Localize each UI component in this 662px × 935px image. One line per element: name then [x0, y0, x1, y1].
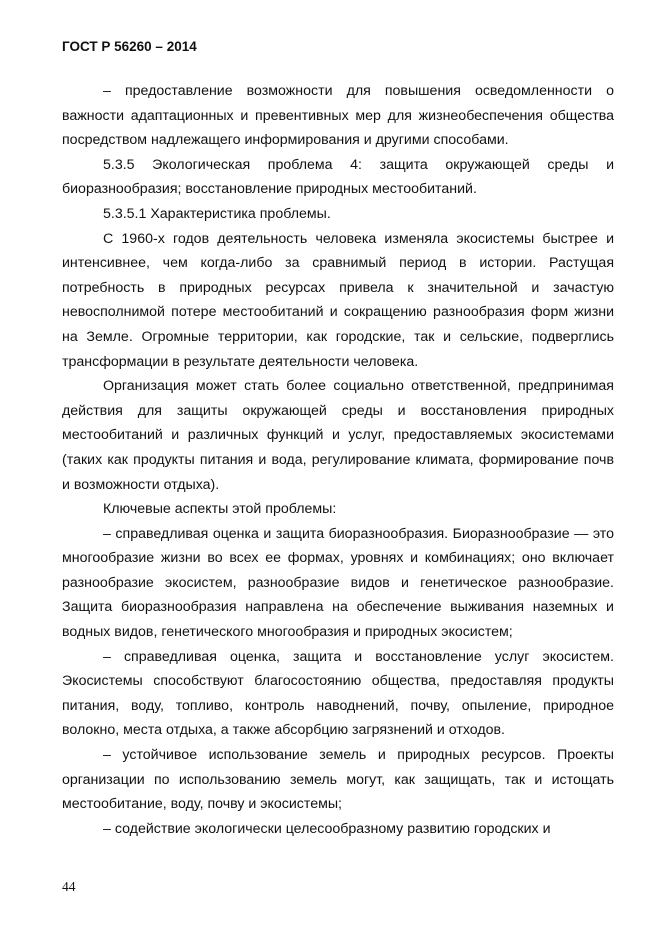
- paragraph-organization: Организация может стать более социально ответственной, предпринимая действия для защиты окружающей среды и восстановления природных местообитаний и различных функций и услуг, предоставляемых экосистемами (таких как продукты питания и вода, регулирование климата, формирование почв и возможности отдыха).: [62, 378, 614, 493]
- list-item-ecosystem-services: – справедливая оценка, защита и восстановление услуг экосистем. Экосистемы способствуют благосостоянию общества, предоставляя продукты питания, воду, топливо, контроль наводнений, почву, опыление, природное волокно, места отдыха, а также абсорбцию загрязнений и отходов.: [62, 648, 614, 739]
- document-header-title: ГОСТ Р 56260 – 2014: [62, 39, 197, 54]
- paragraph-adaptation: – предоставление возможности для повышения осведомленности о важности адаптационных и превентивных мер для жизнеобеспечения общества посредством надлежащего информирования и другими способами.: [62, 83, 614, 149]
- list-item-biodiversity: – справедливая оценка и защита биоразнообразия. Биоразнообразие — это многообразие жизни во всех ее формах, уровнях и комбинациях; оно включает разнообразие экосистем, разнообразие видов и генетическое разнообразие. Защита биоразнообразия направлена на обеспечение выживания наземных и водных видов, генетического многообразия и природных экосистем;: [62, 525, 614, 641]
- list-item-urban-development: – содействие экологически целесообразному развитию городских и: [103, 820, 551, 837]
- list-item-land-use: – устойчивое использование земель и природных ресурсов. Проекты организации по использованию земель могут, как защищать, так и истощать местообитание, воду, почву и экосистемы;: [62, 747, 614, 813]
- section-heading-5-3-5: 5.3.5 Экологическая проблема 4: защита окружающей среды и биоразнообразия; восстановление природных местообитаний.: [62, 156, 614, 198]
- document-body: [62, 79, 614, 841]
- section-heading-5-3-5-1: 5.3.5.1 Характеристика проблемы.: [103, 205, 331, 222]
- page-number: 44: [62, 879, 76, 894]
- paragraph-key-aspects: Ключевые аспекты этой проблемы:: [103, 501, 337, 518]
- paragraph-human-activity: С 1960-х годов деятельность человека изменяла экосистемы быстрее и интенсивнее, чем когда-либо за сравнимый период в истории. Растущая потребность в природных ресурсах привела к значительной и зачастую невосполнимой потере местообитаний и сокращению разнообразия форм жизни на Земле. Огромные территории, как городские, так и сельские, подверглись трансформации в результате деятельности человека.: [62, 230, 614, 370]
